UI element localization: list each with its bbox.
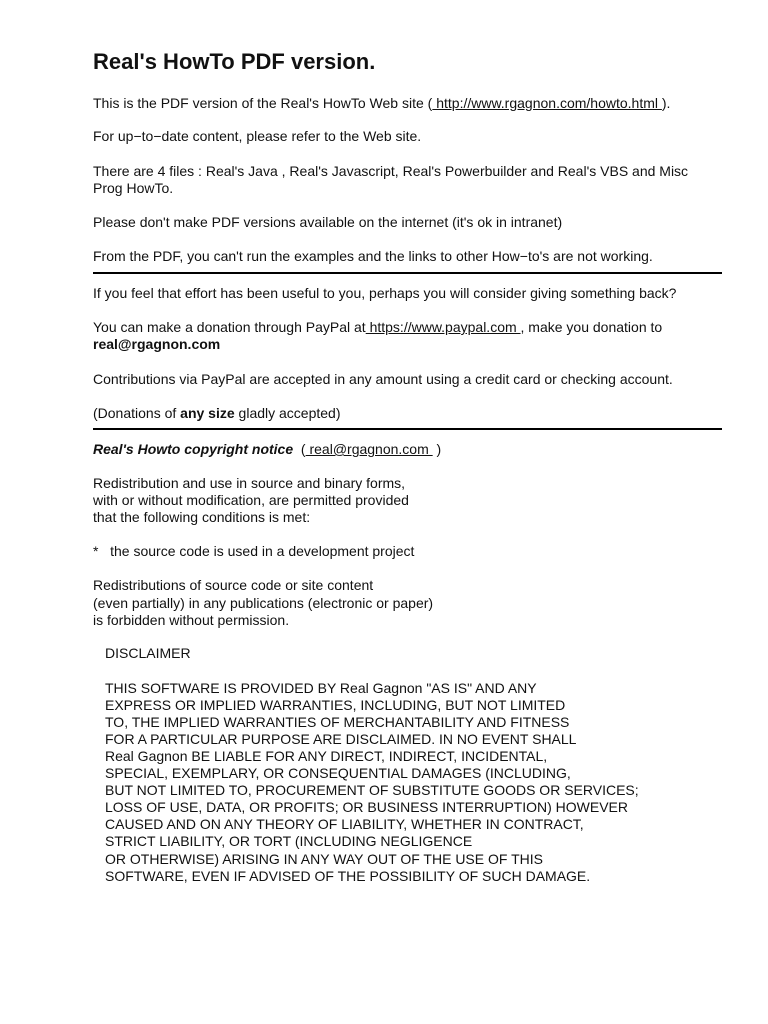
copyright-p1-line: that the following conditions is met: [93,509,311,525]
disclaimer-line: SOFTWARE, EVEN IF ADVISED OF THE POSSIBILITY OF SUCH DAMAGE. [105,868,591,884]
disclaimer-line: EXPRESS OR IMPLIED WARRANTIES, INCLUDING, BUT NOT LIMITED [105,697,566,713]
intro-line-3b: Prog HowTo. [93,180,174,196]
copyright-p2-line: Redistributions of source code or site content [93,577,374,593]
donation-line-2 [93,319,662,336]
donation-line-4 [93,405,341,422]
donation-line-4-suffix: gladly accepted) [234,405,341,421]
paypal-link[interactable]: https://www.paypal.com [365,319,521,335]
donation-line-3: Contributions via PayPal are accepted in any amount using a credit card or checking account. [93,371,673,387]
donation-any-size: any size [180,405,235,421]
donation-line-4-prefix: (Donations of [93,405,181,421]
bullet-marker: * [93,543,99,559]
copyright-heading-open: ( [300,441,306,457]
copyright-email-link[interactable]: real@rgagnon.com [305,441,433,457]
disclaimer-line: Real Gagnon BE LIABLE FOR ANY DIRECT, INDIRECT, INCIDENTAL, [105,748,548,764]
copyright-bullet [93,543,414,560]
disclaimer-heading: DISCLAIMER [105,645,191,661]
intro-line-3a: There are 4 files : Real's Java , Real's Javascript, Real's Powerbuilder and Real's VBS and Misc [93,163,689,179]
donation-line-1: If you feel that effort has been useful to you, perhaps you will consider giving something back? [93,285,677,301]
donation-line-2-prefix: You can make a donation through PayPal at [93,319,366,335]
donation-line-2-suffix: , make you donation to [520,319,663,335]
copyright-heading-line [93,441,441,458]
disclaimer-line: CAUSED AND ON ANY THEORY OF LIABILITY, WHETHER IN CONTRACT, [105,816,584,832]
disclaimer-line: SPECIAL, EXEMPLARY, OR CONSEQUENTIAL DAMAGES (INCLUDING, [105,765,571,781]
disclaimer-line: BUT NOT LIMITED TO, PROCUREMENT OF SUBSTITUTE GOODS OR SERVICES; [105,782,639,798]
copyright-heading: Real's Howto copyright notice [93,441,294,457]
intro-line-5: From the PDF, you can't run the examples and the links to other How−to's are not working. [93,248,653,264]
disclaimer-line: FOR A PARTICULAR PURPOSE ARE DISCLAIMED. IN NO EVENT SHALL [105,731,577,747]
intro-line-1 [93,95,670,112]
page-title: Real's HowTo PDF version. [93,49,376,74]
section-divider-1 [93,272,722,274]
disclaimer-line: THIS SOFTWARE IS PROVIDED BY Real Gagnon "AS IS" AND ANY [105,680,537,696]
disclaimer-line: STRICT LIABILITY, OR TORT (INCLUDING NEGLIGENCE [105,833,473,849]
copyright-p2-line: (even partially) in any publications (electronic or paper) [93,595,434,611]
intro-line-1-prefix: This is the PDF version of the Real's HowTo Web site ( [93,95,433,111]
bullet-text: the source code is used in a development project [110,543,415,559]
section-divider-2 [93,428,722,430]
copyright-heading-close: ) [436,441,442,457]
copyright-p1-line: Redistribution and use in source and binary forms, [93,475,406,491]
disclaimer-line: OR OTHERWISE) ARISING IN ANY WAY OUT OF THE USE OF THIS [105,851,543,867]
disclaimer-line: LOSS OF USE, DATA, OR PROFITS; OR BUSINESS INTERRUPTION) HOWEVER [105,799,628,815]
disclaimer-line: TO, THE IMPLIED WARRANTIES OF MERCHANTABILITY AND FITNESS [105,714,570,730]
howto-site-link[interactable]: http://www.rgagnon.com/howto.html [432,95,662,111]
intro-line-4: Please don't make PDF versions available on the internet (it's ok in intranet) [93,214,563,230]
intro-line-2: For up−to−date content, please refer to the Web site. [93,128,422,144]
intro-line-1-suffix: ). [661,95,671,111]
donation-email: real@rgagnon.com [93,336,221,352]
copyright-p1-line: with or without modification, are permitted provided [93,492,409,508]
copyright-p2-line: is forbidden without permission. [93,612,290,628]
